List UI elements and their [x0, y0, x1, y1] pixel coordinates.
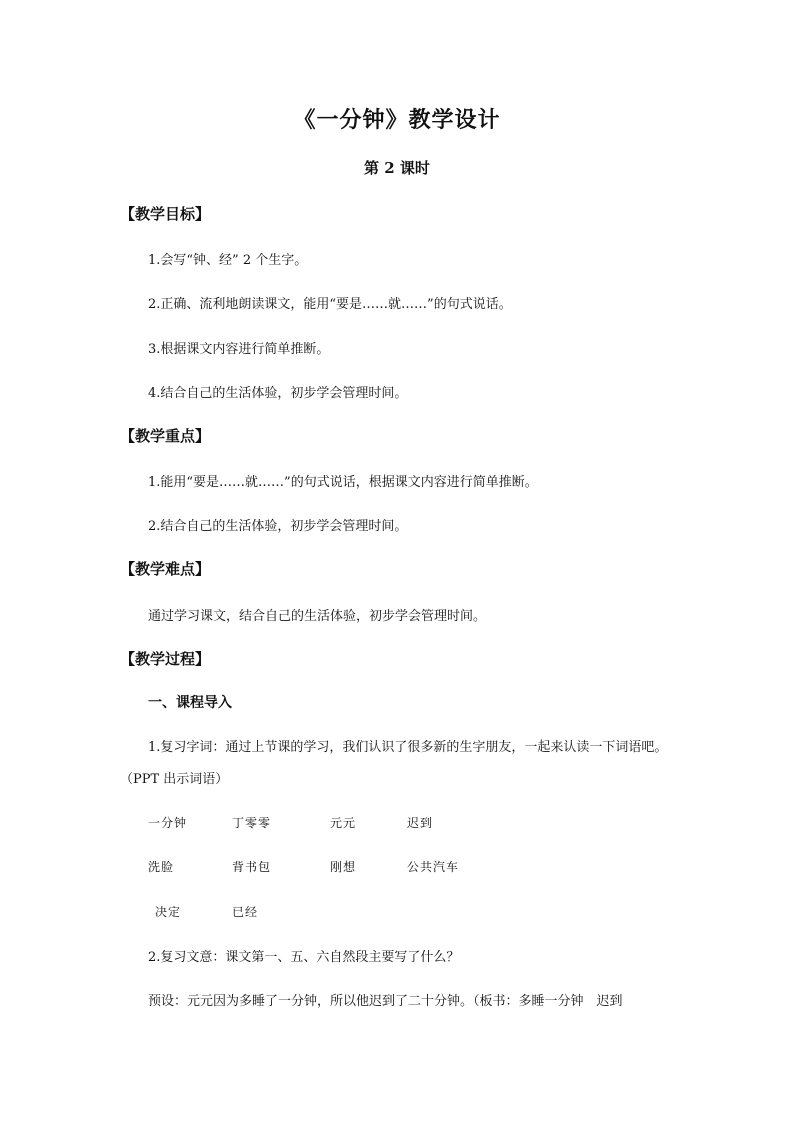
goal-item-1: 1.会写“钟、经” 2 个生字。: [148, 253, 308, 268]
review-meaning-question: 2.复习文意：课文第一、五、六自然段主要写了什么？: [148, 950, 460, 965]
vocab-word: 丁零零: [232, 816, 272, 830]
key-point-item-2: 2.结合自己的生活体验，初步学会管理时间。: [148, 519, 408, 534]
vocab-word: 已经: [232, 905, 259, 919]
vocab-word: 元元: [330, 816, 357, 830]
vocab-word: 洗脸: [148, 860, 175, 874]
document-title: 《一分钟》教学设计: [293, 107, 501, 133]
expected-answer-line: 预设：元元因为多睡了一分钟，所以他迟到了二十分钟。（板书：多睡一分钟 迟到: [148, 994, 623, 1009]
heading-teaching-difficulties: 【教学难点】: [120, 560, 211, 578]
vocab-word: 刚想: [330, 860, 357, 874]
goal-item-4: 4.结合自己的生活体验，初步学会管理时间。: [148, 386, 408, 401]
vocab-word: 决定: [155, 905, 182, 919]
vocab-word: 迟到: [407, 816, 434, 830]
key-point-item-1: 1.能用“要是……就……”的句式说话，根据课文内容进行简单推断。: [148, 475, 538, 490]
vocab-word: 一分钟: [148, 816, 188, 830]
subheading-course-introduction: 一、课程导入: [148, 695, 232, 711]
lesson-period: 第 2 课时: [364, 159, 430, 177]
vocab-word: 背书包: [232, 860, 272, 874]
heading-teaching-goals: 【教学目标】: [120, 205, 211, 223]
difficulty-item-1: 通过学习课文，结合自己的生活体验，初步学会管理时间。: [148, 609, 487, 624]
heading-teaching-process: 【教学过程】: [120, 650, 211, 668]
goal-item-3: 3.根据课文内容进行简单推断。: [148, 342, 330, 357]
goal-item-2: 2.正确、流利地朗读课文，能用“要是……就……”的句式说话。: [148, 297, 512, 312]
vocab-word: 公共汽车: [407, 860, 460, 874]
heading-teaching-key-points: 【教学重点】: [120, 427, 211, 445]
review-words-paragraph: 1.复习字词：通过上节课的学习，我们认识了很多新的生字朋友，一起来认读一下词语吧。（PPT 出示词语）: [120, 740, 668, 787]
